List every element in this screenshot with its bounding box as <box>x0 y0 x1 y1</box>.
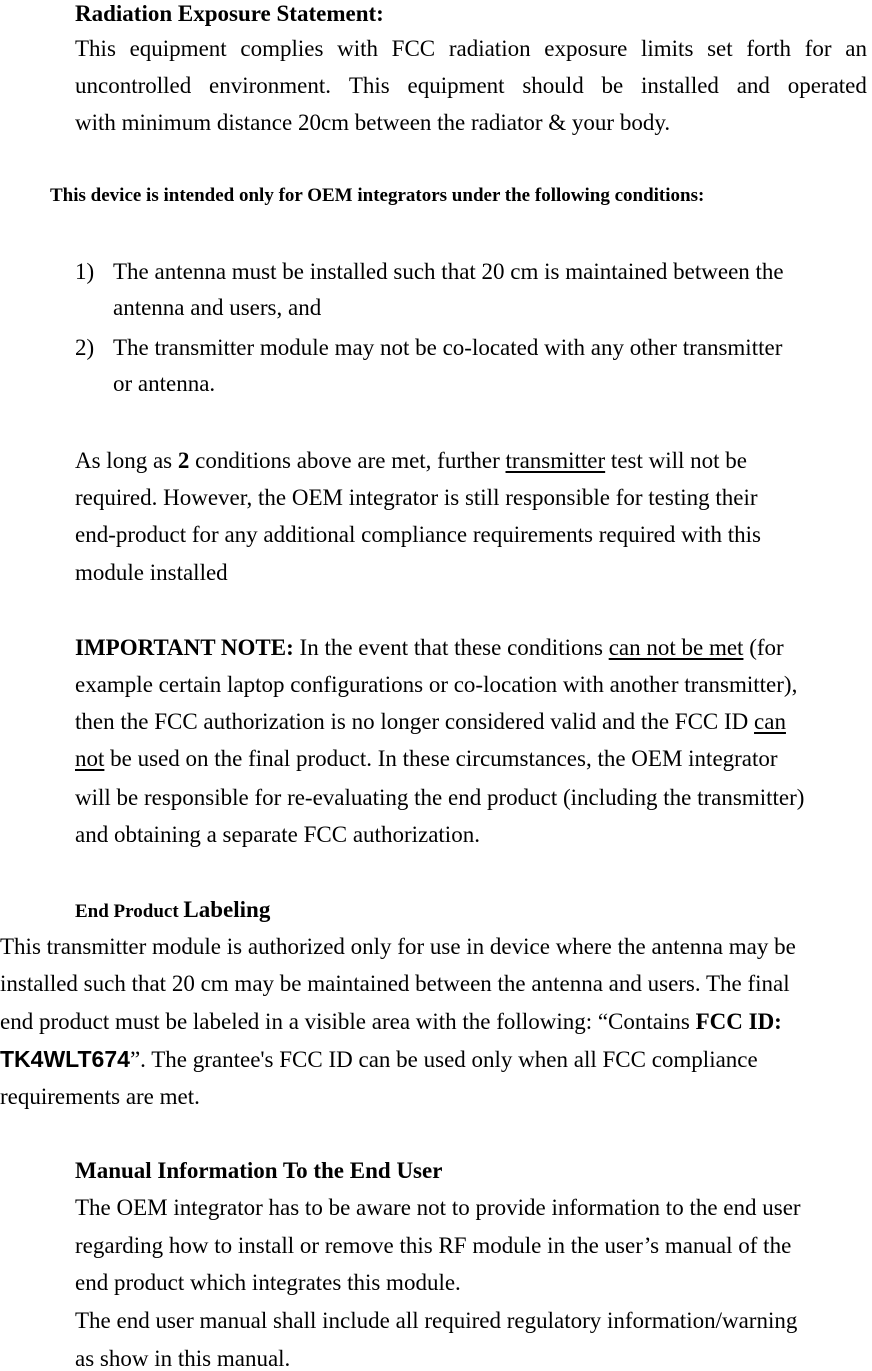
condition-1-line-1: The antenna must be installed such that 20 cm is maintained between the <box>113 259 784 284</box>
labeling-line-5: requirements are met. <box>0 1084 200 1109</box>
condition-1-line-2: antenna and users, and <box>113 295 322 320</box>
as-long-line-4: module installed <box>75 560 228 585</box>
radiation-line-1: This equipment complies with FCC radiation exposure limits set forth for an <box>75 36 867 61</box>
radiation-line-2: uncontrolled environment. This equipment should be installed and operated <box>75 73 867 98</box>
can-not-be-met: can not be met <box>608 635 744 660</box>
important-line-4: not be used on the final product. In these circumstances, the OEM integrator <box>75 746 778 771</box>
labeling-heading: End Product Labeling <box>75 897 271 922</box>
important-line-3: then the FCC authorization is no longer considered valid and the FCC ID can <box>75 709 786 734</box>
important-line-5: will be responsible for re-evaluating the end product (including the transmitter) <box>75 785 805 810</box>
manual-line-5: as show in this manual. <box>75 1346 291 1371</box>
manual-line-3: end product which integrates this module. <box>75 1270 461 1295</box>
condition-2-line-2: or antenna. <box>113 371 216 396</box>
labeling-line-4: TK4WLT674”. The grantee's FCC ID can be used only when all FCC compliance <box>0 1046 758 1072</box>
as-long-line-2: required. However, the OEM integrator is still responsible for testing their <box>75 485 758 510</box>
condition-count: 2 <box>177 448 190 473</box>
important-line-2: example certain laptop configurations or co-location with another transmitter), <box>75 672 798 697</box>
can-not-underlined-a: can <box>754 709 786 734</box>
condition-2-line-1: The transmitter module may not be co-located with any other transmitter <box>113 335 783 360</box>
manual-line-1: The OEM integrator has to be aware not to provide information to the end user <box>75 1195 801 1220</box>
important-line-1: IMPORTANT NOTE: In the event that these conditions can not be met (for <box>75 635 784 660</box>
manual-line-2: regarding how to install or remove this RF module in the user’s manual of the <box>75 1233 792 1258</box>
radiation-title: Radiation Exposure Statement: <box>75 1 384 26</box>
labeling-line-3: end product must be labeled in a visible area with the following: “Contains FCC ID: <box>0 1009 782 1034</box>
manual-heading: Manual Information To the End User <box>75 1158 443 1183</box>
important-label: IMPORTANT NOTE: <box>75 635 294 660</box>
labeling-line-1: This transmitter module is authorized only for use in device where the antenna may be <box>0 934 796 959</box>
as-long-line-1: As long as 2 conditions above are met, further transmitter test will not be <box>75 448 747 473</box>
radiation-line-3: with minimum distance 20cm between the radiator & your body. <box>75 110 671 135</box>
manual-line-4: The end user manual shall include all required regulatory information/warning <box>75 1308 798 1333</box>
condition-1-number: 1) <box>75 259 95 284</box>
important-line-6: and obtaining a separate FCC authorization. <box>75 822 480 847</box>
labeling-line-2: installed such that 20 cm may be maintained between the antenna and users. The final <box>0 971 790 996</box>
as-long-line-3: end-product for any additional compliance requirements required with this <box>75 522 761 547</box>
condition-2-number: 2) <box>75 335 95 360</box>
transmitter-underlined: transmitter <box>505 448 606 473</box>
oem-intro: This device is intended only for OEM integrators under the following conditions: <box>50 185 705 206</box>
fcc-id-label: FCC ID: <box>695 1009 782 1034</box>
fcc-id-value: TK4WLT674 <box>0 1046 130 1072</box>
can-not-underlined-b: not <box>75 746 105 771</box>
